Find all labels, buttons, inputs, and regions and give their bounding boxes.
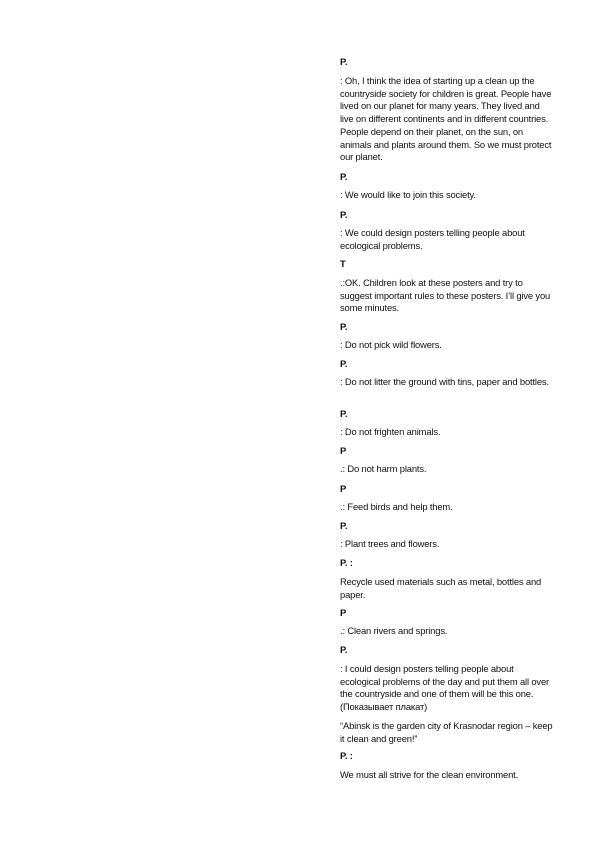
paragraph: : Do not litter the ground with tins, paper and bottles. [340,376,549,387]
speaker-label: P. : [340,557,353,568]
paragraph: “Abinsk is the garden city of Krasnodar region – keep it clean and green!” [340,720,553,744]
speaker-label: T [340,258,346,269]
paragraph: Recycle used materials such as metal, bottles and paper. [340,576,542,600]
paragraph: : Do not frighten animals. [340,426,441,437]
speaker-label: P. [340,171,348,182]
speaker-label: P. [340,321,348,332]
paragraph: : Oh, I think the idea of starting up a clean up the countryside society for children is great. People have lived on our planet for many years. They lived and live on different continents and in different countries. People depend on their planet, on the sun, on animals and plants around them. So we must protect our planet. [340,75,552,163]
paragraph: : We could design posters telling people about ecological problems. [340,227,525,251]
paragraph: : Do not pick wild flowers. [340,339,442,350]
paragraph: .: Feed birds and help them. [340,501,453,512]
speaker-label: P [340,483,347,494]
paragraph: .:OK. Children look at these posters and try to suggest important rules to these posters. I’ll give you some minutes. [340,277,551,314]
speaker-label: P. [340,209,348,220]
speaker-label: P [340,607,347,618]
paragraph: We must all strive for the clean environment. [340,769,519,780]
paragraph: .: Do not harm plants. [340,463,427,474]
paragraph: : I could design posters telling people about ecological problems of the day and put them all over the countryside and one of them will be this one. (Показывает плакат) [340,663,549,713]
paragraph: : Plant trees and flowers. [340,538,440,549]
speaker-label: P. [340,56,348,67]
speaker-label: P. [340,644,348,655]
paragraph: : We would like to join this society. [340,189,476,200]
speaker-label: P. [340,358,348,369]
paragraph: .: Clean rivers and springs. [340,625,448,636]
speaker-label: P. : [340,750,353,761]
speaker-label: P. [340,408,348,419]
speaker-label: P [340,445,347,456]
speaker-label: P. [340,520,348,531]
